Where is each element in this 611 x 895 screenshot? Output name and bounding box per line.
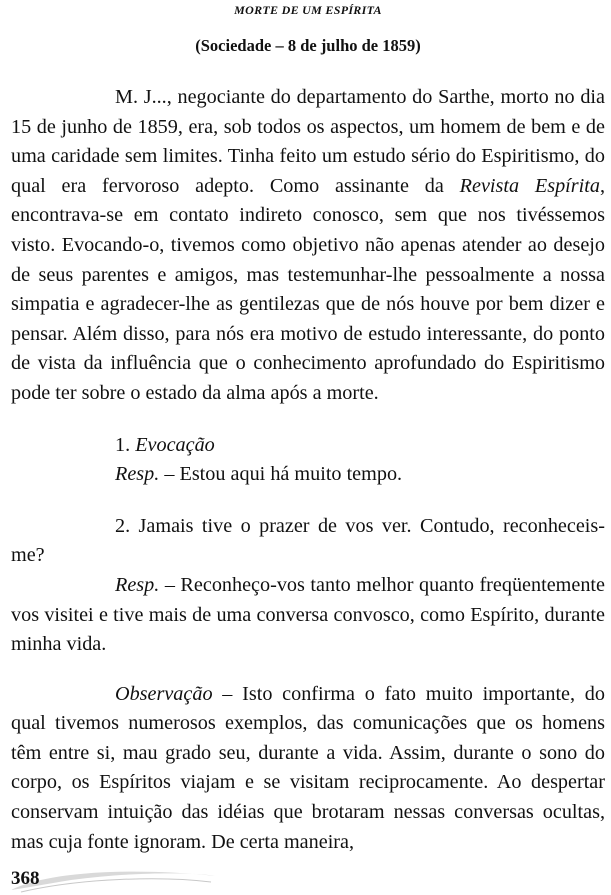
answer-1-text: – Estou aqui há muito tempo.: [159, 463, 403, 486]
answer-1-label: Resp.: [115, 463, 160, 486]
body-text: [11, 83, 605, 857]
answer-2-text: – Reconheço-vos tanto melhor quanto freqüentemente vos visitei e tive mais de uma conversa convosco, como Espírito, durante minha vida.: [11, 573, 605, 656]
answer-1: [11, 460, 605, 490]
book-page: [11, 0, 605, 895]
question-1-text: Evocação: [135, 433, 215, 456]
observation-paragraph: [11, 680, 605, 858]
observation-label: Observação: [115, 682, 213, 705]
question-2: 2. Jamais tive o prazer de vos ver. Contudo, reconheceis-me?: [11, 514, 605, 567]
intro-paragraph: [11, 83, 605, 409]
intro-text-pre: M. J..., negociante do departamento do Sarthe, morto no dia 15 de junho de 1859, era, sob todos os aspectos, um homem de bem e de uma caridade sem limites. Tinha feito um estudo sério do Espiritismo, do qual era fervoroso adepto. Como assinante da: [11, 86, 605, 197]
intro-text-post: , encontrava-se em contato indireto conosco, sem que nos tivéssemos visto. Evocando-o, tivemos como objetivo não apenas atender ao desejo de seus parentes e amigos, mas testemunhar-lhe pessoalmente a nossa simpatia e agradecer-lhe as gentilezas que de nós houve por bem dizer e pensar. Além disso, para nós era motivo de estudo interessante, do ponto de vista da influência que o conhecimento aprofundado do Espiritismo pode ter sobre o estado da alma após a morte.: [11, 174, 605, 404]
page-ornament-swoosh: [11, 866, 241, 895]
question-1: [11, 431, 605, 461]
answer-2: [11, 571, 605, 660]
observation-text: – Isto confirma o fato muito importante, do qual tivemos numerosos exemplos, das comunicações que os homens têm entre si, mau grado seu, durante a vida. Assim, durante o sono do corpo, os Espíritos viajam e se visitam reciprocamente. Ao despertar conservam intuição das idéias que brotaram nessas conversas ocultas, mas cuja fonte ignoram. De certa maneira,: [11, 682, 605, 853]
session-heading: (Sociedade – 8 de julho de 1859): [195, 36, 421, 55]
journal-title: Revista Espírita: [459, 174, 600, 197]
question-1-number: 1.: [115, 433, 136, 456]
running-head: MORTE DE UM ESPÍRITA: [234, 3, 382, 17]
answer-2-label: Resp.: [115, 573, 160, 596]
page-number: 368: [11, 868, 40, 889]
